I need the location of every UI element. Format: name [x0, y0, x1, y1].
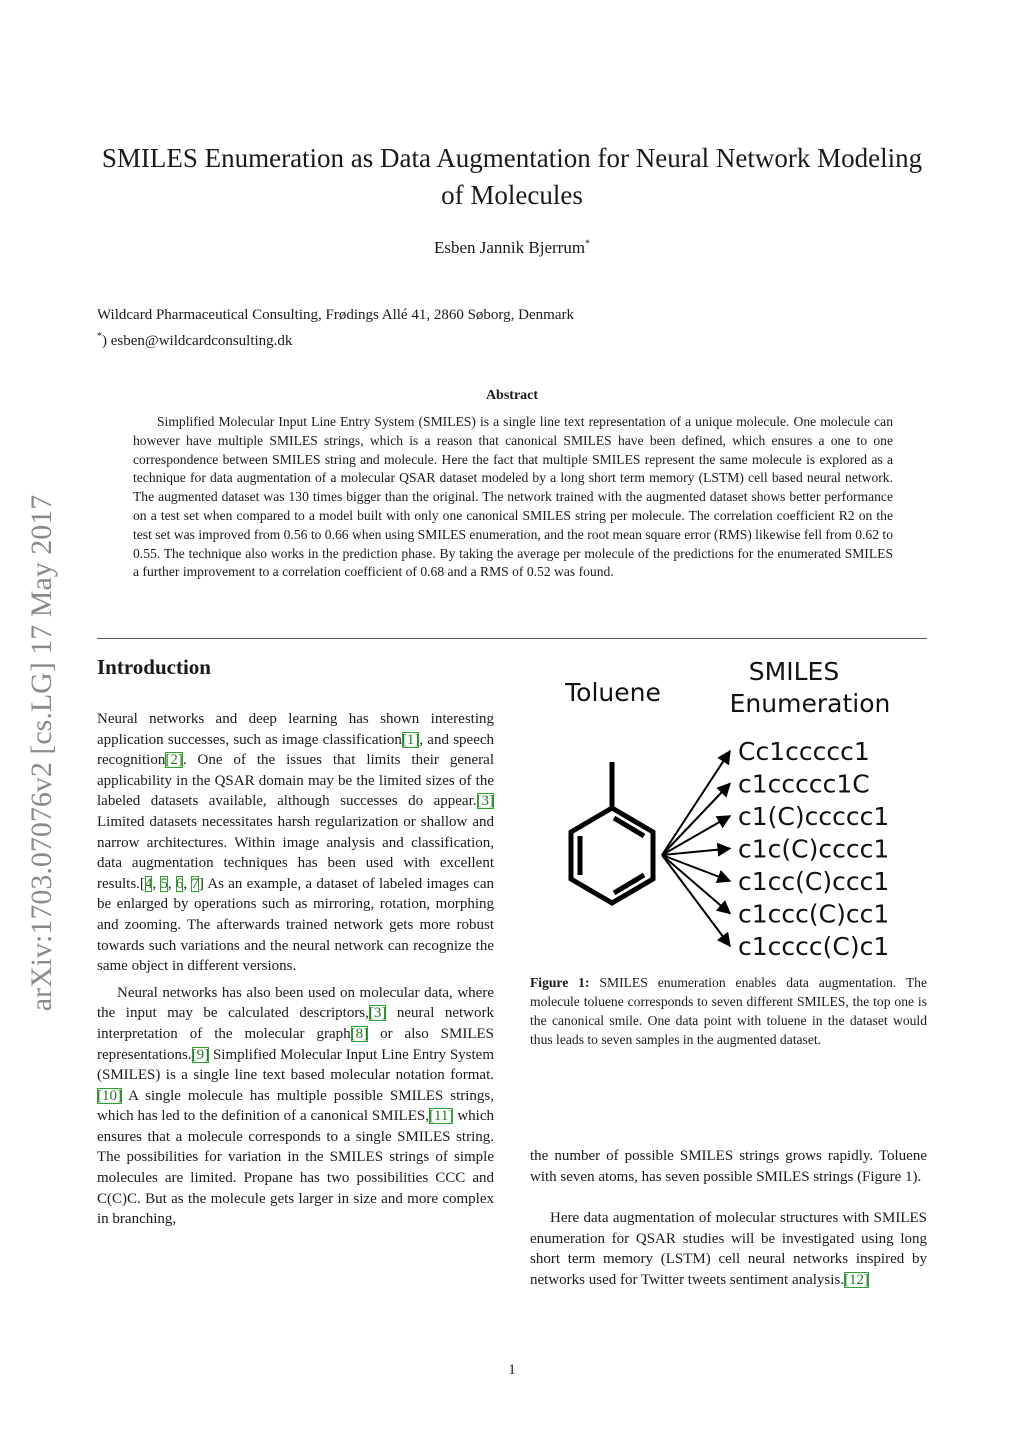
abstract-text: Simplified Molecular Input Line Entry System (SMILES) is a single line text representation of a unique molecule. One molecule can however have multiple SMILES strings, which is a reason that canonical SMILES have been defined, which ensures a one to one correspondence between SMILES string and molecule. Here the fact that multiple SMILES represent the same molecule is explored as a technique for data augmentation of a molecular QSAR dataset modeled by a long short term memory (LSTM) cell based neural network. The augmented dataset was 130 times bigger than the original. The network trained with the augmented dataset shows better performance on a test set when compared to a model built with only one canonical SMILES string per molecule. The correlation coefficient R2 on the test set was improved from 0.56 to 0.66 when using SMILES enumeration, and the root mean square error (RMS) likewise fell from 0.62 to 0.55. The technique also works in the prediction phase. By taking the average per molecule of the predictions for the enumerated SMILES a further improvement to a correlation coefficient of 0.68 and a RMS of 0.52 was found.: [133, 414, 893, 580]
introduction-heading: Introduction: [97, 655, 211, 679]
citation-link[interactable]: [ 3 ]: [369, 1005, 387, 1021]
paper-title: SMILES Enumeration as Data Augmentation for Neural Network Modeling of Molecules: [101, 143, 923, 210]
toluene-structure: [571, 762, 653, 903]
page-number: 1: [508, 1362, 516, 1378]
enumeration-arrows: [662, 751, 730, 946]
email-mark: *: [97, 331, 102, 342]
intro-paragraph-2: [97, 983, 494, 1230]
figure-label-smiles: SMILES: [748, 657, 840, 686]
citation-link[interactable]: [ 8 ]: [351, 1026, 369, 1042]
figure-label-enumeration: Enumeration: [729, 689, 891, 718]
email-text[interactable]: ) esben@wildcardconsulting.dk: [102, 333, 293, 349]
text-run: , and speech recognition: [97, 731, 495, 769]
citation-link[interactable]: [ 9 ]: [192, 1047, 210, 1063]
enumeration-arrow: [662, 751, 730, 855]
citation-link[interactable]: [ 11 ]: [429, 1108, 453, 1124]
text-run: which ensures that a molecule corresponds to a single SMILES string. The possibilities for variation in the SMILES strings of simple molecules are limited. Propane has two possibilities CCC and C(C)C. But as the molecule gets larger in size and more complex in branching,: [97, 1108, 494, 1228]
figure-caption: [530, 973, 927, 1049]
author-name: Esben Jannik Bjerrum: [433, 238, 586, 257]
smiles-list: [738, 737, 889, 961]
caption-text: SMILES enumeration enables data augmentation. The molecule toluene corresponds to seven different SMILES, the top one is the canonical smile. One data point with toluene in the dataset would thus leads to seven samples in the augmented dataset.: [530, 975, 928, 1047]
smiles-string: c1c(C)cccc1: [738, 834, 890, 864]
arxiv-identifier: arXiv:1703.07076v2 [cs.LG] 17 May 2017: [25, 494, 58, 1012]
enumeration-arrow: [662, 784, 730, 856]
citation-link[interactable]: [ 1 ]: [402, 732, 420, 748]
smiles-string: c1(C)ccccc1: [738, 802, 890, 831]
citation-link[interactable]: [ 3 ]: [477, 793, 495, 809]
smiles-string: c1ccccc1C: [738, 769, 870, 799]
citation-link[interactable]: [ 12 ]: [844, 1272, 869, 1288]
affiliation-block: [97, 305, 927, 352]
text-run: ] As an example, a dataset of labeled images can be enlarged by operations such as mirroring, rotation, morphing and zooming. The afterwards trained network gets more robust towards such variations and the neural network can recognize the same object in different versions.: [97, 875, 495, 975]
citation-link[interactable]: [ 2 ]: [165, 752, 183, 768]
benzene-ring: [571, 808, 653, 903]
author-mark: *: [585, 238, 591, 250]
email-line: [97, 326, 927, 352]
right-column: [530, 1146, 927, 1312]
left-column: [97, 709, 494, 1236]
citation-link[interactable]: 5: [160, 875, 168, 892]
citation-link[interactable]: 4: [144, 875, 153, 892]
citation-link[interactable]: [ 10 ]: [97, 1088, 122, 1104]
text-run: Limited datasets necessitates harsh regularization or shallow and narrow architectures. Within image analysis and classification, data augmentation techniques has been used with excellent results.[: [97, 813, 494, 892]
text-run: . One of the issues that limits their general applicability in the QSAR domain may be the limited sizes of the labeled datasets available, although successes do appear.: [97, 752, 494, 810]
smiles-string: c1cc(C)ccc1: [738, 867, 890, 896]
enumeration-arrow: [662, 855, 730, 914]
intro-paragraph-1: Neural networks and deep learning has shown interesting application successes, such as image classification[ 1 ] , and speech recognition[ 2 ] . One of the issues that limits their general applicability in the QSAR domain may be the limited sizes of the labeled datasets available, although successes do appear.[ 3 ] Limited datasets necessitates harsh regularization or shallow and narrow architectures. Within image analysis and classification, data augmentation techniques has been used with excellent results.[4, 5, 6, 7] As an example, a dataset of labeled images can be enlarged by operations such as mirroring, rotation, morphing and zooming. The afterwards trained network gets more robust towards such variations and the neural network can recognize the same object in different versions.: [97, 709, 494, 977]
citation-link[interactable]: 6: [175, 875, 184, 892]
arxiv-identifier-sidebar: [18, 448, 66, 1058]
author-line: [100, 238, 924, 258]
text-run: or also SMILES representations.: [97, 1025, 495, 1063]
right-paragraph-1: the number of possible SMILES strings grows rapidly. Toluene with seven atoms, has seven possible SMILES strings (Figure 1).: [530, 1148, 927, 1185]
abstract-heading: Abstract: [485, 388, 539, 403]
smiles-string: c1cccc(C)c1: [738, 932, 890, 961]
section-divider: [97, 638, 927, 639]
text-run: neural network interpretation of the molecular graph: [97, 1005, 494, 1042]
affiliation-line: Wildcard Pharmaceutical Consulting, Frødings Allé 41, 2860 Søborg, Denmark: [97, 307, 574, 323]
figure-label-toluene: Toluene: [565, 678, 661, 707]
citation-link[interactable]: 7: [191, 875, 199, 892]
caption-label: Figure 1:: [530, 975, 590, 990]
smiles-string: Cc1ccccc1: [738, 737, 870, 766]
text-run: A single molecule has multiple possible SMILES strings, which has led to the definition of a canonical SMILES,: [97, 1087, 494, 1125]
figure-1-smiles-enumeration: [530, 650, 926, 970]
text-run: Neural networks has also been used on molecular data, where the input may be calculated descriptors,: [97, 984, 494, 1022]
text-run: Neural networks and deep learning has shown interesting application successes, such as image classification: [97, 711, 494, 748]
text-run: Simplified Molecular Input Line Entry System (SMILES) is a single line text based molecular notation format.: [97, 1046, 494, 1084]
smiles-string: c1ccc(C)cc1: [738, 899, 890, 929]
text-run: Here data augmentation of molecular structures with SMILES enumeration for QSAR studies will be investigated using long short term memory (LSTM) cell neural networks inspired by networks used for Twitter tweets sentiment analysis.: [530, 1210, 927, 1288]
right-paragraph-2: [530, 1208, 927, 1290]
